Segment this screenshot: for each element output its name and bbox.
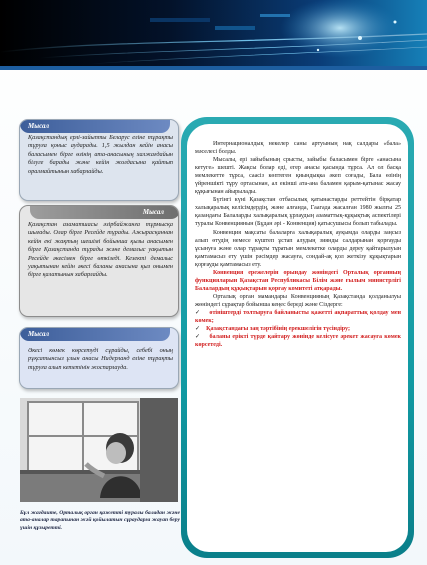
example-note-2-tab: Мысал <box>30 206 179 219</box>
example-note-3-tab: Мысал <box>20 328 170 341</box>
banner-graphic <box>0 0 427 70</box>
bullet-text: баланы ерікті түрде қайтару жөнінде келісуге әрекет жасауға көмек көрсетеді. <box>195 334 402 349</box>
example-note-1-tab: Мысал <box>20 120 170 133</box>
example-note-1-text: Қазақстандық ерлі-зайыпты Беларус еліне тұрақты тұруға қоныс аударады. 1,5 жылдан кейін анасы баласымен бірге өзінің ата-анасының халжағдайын білуге барады және кейін жолдасына қайтып оралмайтынын хабарлайды. <box>28 134 173 175</box>
check-icon: ✓ <box>195 309 201 316</box>
main-text <box>195 140 401 349</box>
bullet-item <box>195 325 401 333</box>
check-icon: ✓ <box>195 326 201 333</box>
paragraph-advice: Орталық орган мамандары Конвенцияның Қазақстанда қолданылуы жөніндегі сұрақтар бойынша кеңес береді және Сіздерге: <box>195 293 401 308</box>
child-at-window-photo <box>20 398 178 502</box>
paragraph-convention: Бүгінгі күні Қазақстан отбасылық қатынастарды реттейтін бірқатар халықаралық келісімдердің, және алғанда, Гаагада жасалған 1980 жылғы 25 қазандағы Балаларды халықаралық ұрлаудың азаматтық-құқықтық аспектілері туралы Конвенциянын (Бұдан әрі - Конвенция) қатысушысы болып табылады. <box>195 197 401 228</box>
example-note-2-text: Қазақстан азаматшасы әзірбайжанға тұрмысқа шығады. Олар бірге Ресейде тұрады. Ажырасқаннан кейін екі жақтың шешімі бойынша қызы анасымен бірге Қазақстанда тұрады және демалыс уақытын Ресейде әкесімен бірге өткізеді. Кезекті демалыс уақытынан кейін әкесі баланы анасына қыз онымен бірге қалатынын хабарлайды. <box>28 221 173 279</box>
bullet-item <box>195 309 401 325</box>
photo-illustration <box>20 398 178 502</box>
check-icon: ✓ <box>195 334 201 341</box>
example-note-1 <box>19 119 179 201</box>
example-note-2 <box>19 205 179 317</box>
header-banner <box>0 0 427 70</box>
paragraph-example: Мысалы, ері зайыбының срысты, зайыбы баласымен бірге «анасына кетуге» шешті. Жақсы болар еді, егер анасы қасында тұрса. Ал ол басқа мемлекетте тұрса, саасіз көптеген қиындықка әкеп соғады, Бала өзінің үйреншікті тұру ортасынан, ал екінші ата-ана баламен қарым-қатынас жасау құқығынан айырылады. <box>195 157 401 196</box>
bullet-text: Қазақстандағы заң тәртібінің ерекшелігін түсіндіру; <box>206 326 350 333</box>
bullet-item <box>195 333 401 349</box>
paragraph-intro: Интернационалдық некелер саны артуының нақ салдары «бала» мәселесі болды. <box>195 141 401 156</box>
photo-caption: Бұл жағдаите, Орталық орган қажетті туралы баладан және ата-аналар тарапынан жәй қойылатын сұраударға жауап беру үшін құзыретті. <box>20 510 180 531</box>
paragraph-purpose: Конвенция мақсаты балаларға халықаралық ауқымда оларды заңсыз алып өтудің немесе күштеп ұстап алудың зиянды салдарынан қорғауды ұсынуға және олар тұрақты тұратын мемлекетке оларды дереу қайтарылуын қамтамасыз ету үшін рәсімдер жасауға, сондай-ақ қол жеткізу құқықтарын қорғауды қамтамасыз ету. <box>195 229 401 268</box>
example-note-3-text: Әкесі көмек көрсетуді сұрайды, себебі оның рұқсатынсыз ұлын анасы Нидерланд еліне тұрақты тұруға алып кететінін жоспарлауда. <box>28 347 173 371</box>
bullet-text: өтініштерді толтыруға байланысты қажетті ақпараттық қолдау мен көмек; <box>195 309 402 325</box>
example-note-3 <box>19 327 179 389</box>
paragraph-central-authority: Конвенция ережелерін орындау жөніндегі Орталық органның функцияларын Қазақстан Республикасы Білім және ғылым министрлігі Балалардың құқықтарын қорғау комитеті атқарады. <box>195 269 401 292</box>
